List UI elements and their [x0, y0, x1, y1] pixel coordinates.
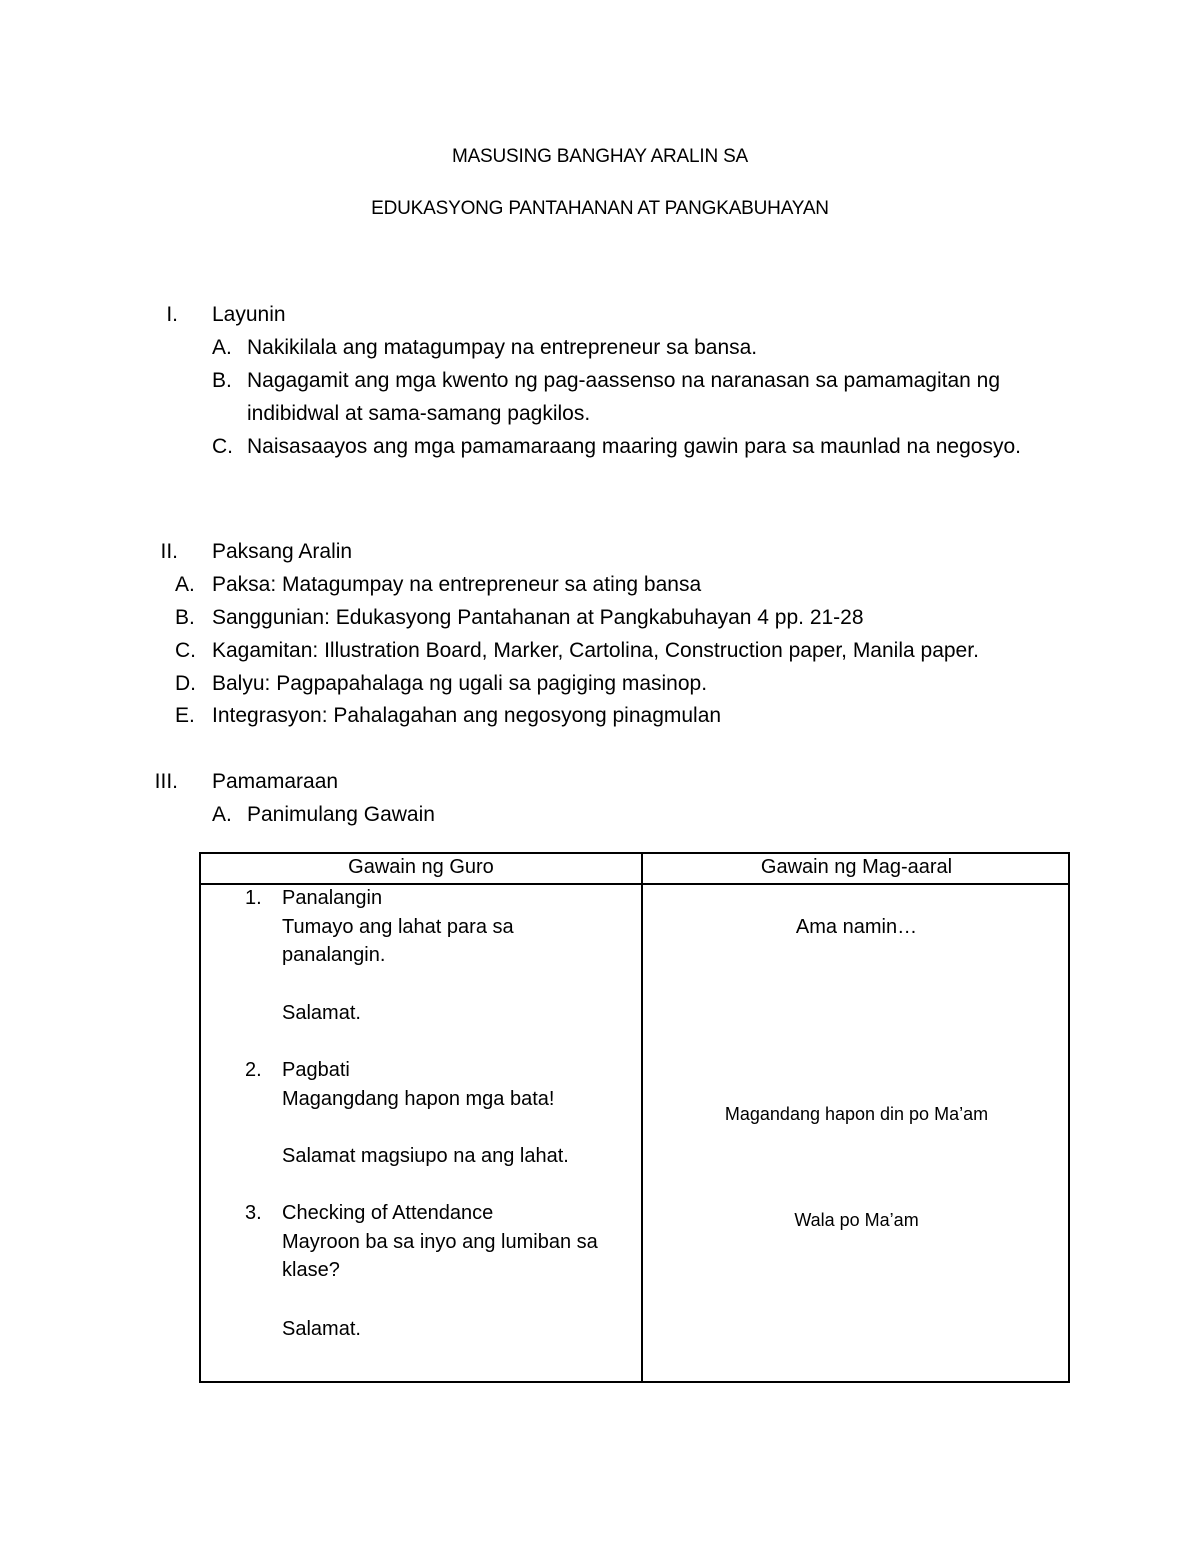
lesson-table	[199, 852, 1070, 1383]
list-item: Sanggunian: Edukasyong Pantahanan at Pangkabuhayan 4 pp. 21-28	[212, 606, 864, 629]
section-numeral-ii: II.	[160, 540, 178, 563]
step-title: Pagbati	[282, 1059, 350, 1081]
teacher-line: Magangdang hapon mga bata!	[282, 1088, 555, 1110]
list-marker: C.	[212, 435, 233, 458]
list-item: Balyu: Pagpapahalaga ng ugali sa pagiging masinop.	[212, 672, 708, 695]
list-marker: A.	[212, 336, 232, 359]
section-numeral-iii: III.	[154, 770, 178, 793]
step-title: Checking of Attendance	[282, 1202, 494, 1224]
list-item: Paksa: Matagumpay na entrepreneur sa ating bansa	[212, 573, 702, 596]
step-number: 3.	[245, 1202, 262, 1224]
section-heading-layunin: Layunin	[212, 303, 286, 326]
table-header-divider	[201, 883, 1068, 885]
student-response: Ama namin…	[795, 916, 918, 938]
teacher-line: Tumayo ang lahat para sa	[282, 916, 514, 938]
list-item: Naisasaayos ang mga pamamaraang maaring gawin para sa maunlad na negosyo.	[247, 435, 1021, 458]
teacher-closing: Salamat.	[282, 1318, 361, 1340]
section-numeral-i: I.	[166, 303, 178, 326]
table-header-teacher: Gawain ng Guro	[348, 856, 494, 878]
list-item: Nakikilala ang matagumpay na entrepreneur sa bansa.	[247, 336, 758, 359]
document-title-line2: EDUKASYONG PANTAHANAN AT PANGKABUHAYAN	[371, 198, 829, 219]
step-number: 1.	[245, 887, 262, 909]
document-title-line1: MASUSING BANGHAY ARALIN SA	[451, 146, 749, 167]
list-marker: A.	[175, 573, 195, 596]
list-marker: A.	[212, 803, 232, 826]
list-marker: E.	[175, 704, 195, 727]
teacher-line: Mayroon ba sa inyo ang lumiban sa	[282, 1231, 598, 1253]
list-marker: B.	[175, 606, 195, 629]
list-marker: C.	[175, 639, 196, 662]
list-marker: B.	[212, 369, 232, 392]
step-number: 2.	[245, 1059, 262, 1081]
teacher-line: klase?	[282, 1259, 340, 1281]
step-title: Panalangin	[282, 887, 383, 909]
table-header-student: Gawain ng Mag-aaral	[760, 856, 953, 878]
list-item-continuation: indibidwal at sama-samang pagkilos.	[247, 402, 591, 425]
section-heading-pamamaraan: Pamamaraan	[212, 770, 339, 793]
student-response: Magandang hapon din po Ma’am	[724, 1104, 989, 1124]
teacher-line: panalangin.	[282, 944, 386, 966]
list-item: Integrasyon: Pahalagahan ang negosyong pinagmulan	[212, 704, 722, 727]
list-marker: D.	[175, 672, 196, 695]
section-heading-paksang-aralin: Paksang Aralin	[212, 540, 353, 563]
list-item: Kagamitan: Illustration Board, Marker, Cartolina, Construction paper, Manila paper.	[212, 639, 979, 662]
teacher-closing: Salamat.	[282, 1002, 361, 1024]
teacher-closing: Salamat magsiupo na ang lahat.	[282, 1145, 569, 1167]
student-response: Wala po Ma’am	[794, 1210, 919, 1230]
subsection-heading: Panimulang Gawain	[247, 803, 435, 826]
list-item: Nagagamit ang mga kwento ng pag-aassenso na naranasan sa pamamagitan ng	[247, 369, 1000, 392]
